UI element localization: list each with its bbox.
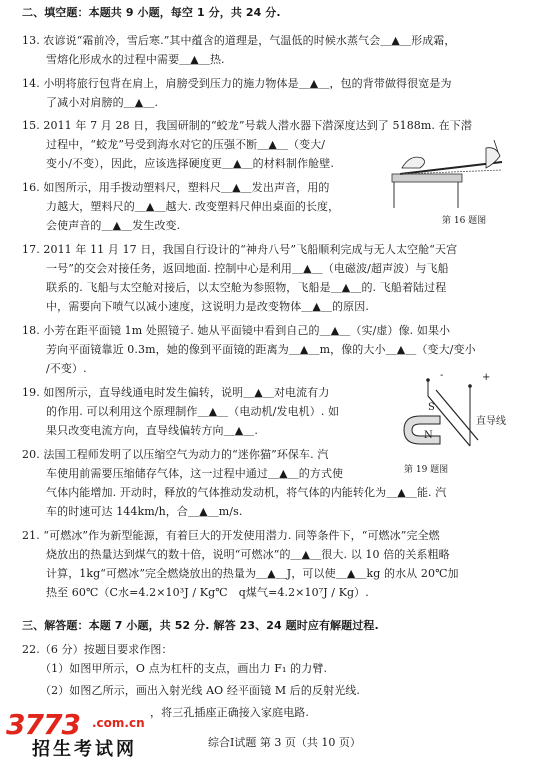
watermark-logo-chinese: 招生考试网 [32,739,137,760]
figure-19-caption: 第 19 题图 [404,465,449,475]
figure-19-label-n: N [424,430,433,441]
text-line: 力越大，塑料尺的＿▲＿越大. 改变塑料尺伸出桌面的长度， [46,200,340,213]
text-line: 热至 60℃（C水=4.2×10³J / Kg℃ q煤气=4.2×10⁷J / Kg）. [46,586,369,599]
text-line: 过程中，“蛟龙”号受到海水对它的压强不断＿▲＿（变大/ [46,138,326,151]
text-line: 气体内能增加. 开动时，释放的气体推动发动机，将气体的内能转化为＿▲＿能. 汽 [46,486,447,499]
text-line: 雪熔化形成水的过程中需要＿▲＿热. [46,53,225,66]
text-line: 车的时速可达 144km/h，合＿▲＿m/s. [46,505,243,518]
text-line: 22.（6 分）按题目要求作图： [22,643,173,656]
page-footer: 综合Ⅰ试题 第 3 页（共 10 页） [208,736,361,749]
figure-16-caption: 第 16 题图 [442,216,487,226]
text-line: 变小/不变），因此，应该选择硬度更＿▲＿的材料制作舱壁. [46,157,334,170]
text-line: 芳向平面镜靠近 0.3m，她的像到平面镜的距离为＿▲＿m，像的大小＿▲＿（变大/变小 [46,343,476,356]
text-line: 17. 2011 年 11 月 17 日，我国自行设计的“神舟八号”飞船顺利完成与无人太空舱“天宫 [22,243,458,256]
watermark-logo-domain: .com.cn [92,716,145,730]
watermark-logo-number: 3773 [6,708,80,741]
text-line: 14. 小明将旅行包背在肩上，肩膀受到压力的施力物体是＿▲＿，包的背带做得很宽是为 [22,77,452,90]
text-line: /不变）. [46,362,87,375]
text-line: 20. 法国工程师发明了以压缩空气为动力的“迷你猫”环保车. 汽 [22,448,329,461]
text-line: 联系的. 飞船与太空舱对接后，以太空舱为参照物，飞船是＿▲＿的. 飞船着陆过程 [46,281,447,294]
figure-19-label-s: S [428,402,435,413]
text-line: （2）如图乙所示，画出入射光线 AO 经平面镜 M 后的反射光线. [40,684,361,697]
figure-19-label-minus: - [440,370,444,381]
text-line: 烧放出的热量达到煤气的数十倍，说明“可燃冰”的＿▲＿很大. 以 10 倍的关系粗略 [46,548,450,561]
text-line: 16. 如图所示，用手拨动塑料尺，塑料尺＿▲＿发出声音，用的 [22,181,330,194]
text-line: 21. “可燃冰”作为新型能源，有着巨大的开发使用潜力. 同等条件下，“可燃冰”完全燃 [22,529,440,542]
text-line: ，将三孔插座正确接入家庭电路. [150,706,309,719]
text-line: 车使用前需要压缩储存气体，这一过程中通过＿▲＿的方式使 [46,467,344,480]
text-line: （1）如图甲所示，O 点为杠杆的支点，画出力 F₁ 的力臂. [40,662,328,675]
text-line: 18. 小芳在距平面镜 1m 处照镜子. 她从平面镜中看到自己的＿▲＿（实/虚）像. 如果小 [22,324,451,337]
figure-19-label-wire: 直导线 [476,416,506,427]
text-line: 计算，1kg“可燃冰”完全燃烧放出的热量为＿▲＿J，可以使＿▲＿kg 的水从 20℃加 [46,567,459,580]
text-line: 二、填空题：本题共 9 小题，每空 1 分，共 24 分. [22,6,281,19]
text-line: 果只改变电流方向，直导线偏转方向＿▲＿. [46,424,258,437]
text-line: 19. 如图所示，直导线通电时发生偏转，说明＿▲＿对电流有力 [22,386,330,399]
text-line: 的作用. 可以利用这个原理制作＿▲＿（电动机/发电机）. 如 [46,405,340,418]
figure-19-label-plus: + [482,372,491,383]
text-line: 13. 农谚说“霜前冷，雪后寒.”其中蕴含的道理是，气温低的时候水蒸气会＿▲＿形成霜， [22,34,456,47]
text-line: 会使声音的＿▲＿发生改变. [46,219,181,232]
text-line: 15. 2011 年 7 月 28 日，我国研制的“蛟龙”号载人潜水器下潜深度达到了 5188m. 在下潜 [22,119,472,132]
figure-16-ruler [390,138,510,210]
text-line: 了减小对肩膀的＿▲＿. [46,96,159,109]
text-line: 中，需要向下喷气以减小速度，这说明力是改变物体＿▲＿的原因. [46,300,369,313]
text-line: 一号”的交会对接任务，返回地面. 控制中心是利用＿▲＿（电磁波/超声波）与飞船 [46,262,449,275]
text-line: 三、解答题：本题 7 小题，共 52 分. 解答 23、24 题时应有解题过程. [22,619,379,632]
